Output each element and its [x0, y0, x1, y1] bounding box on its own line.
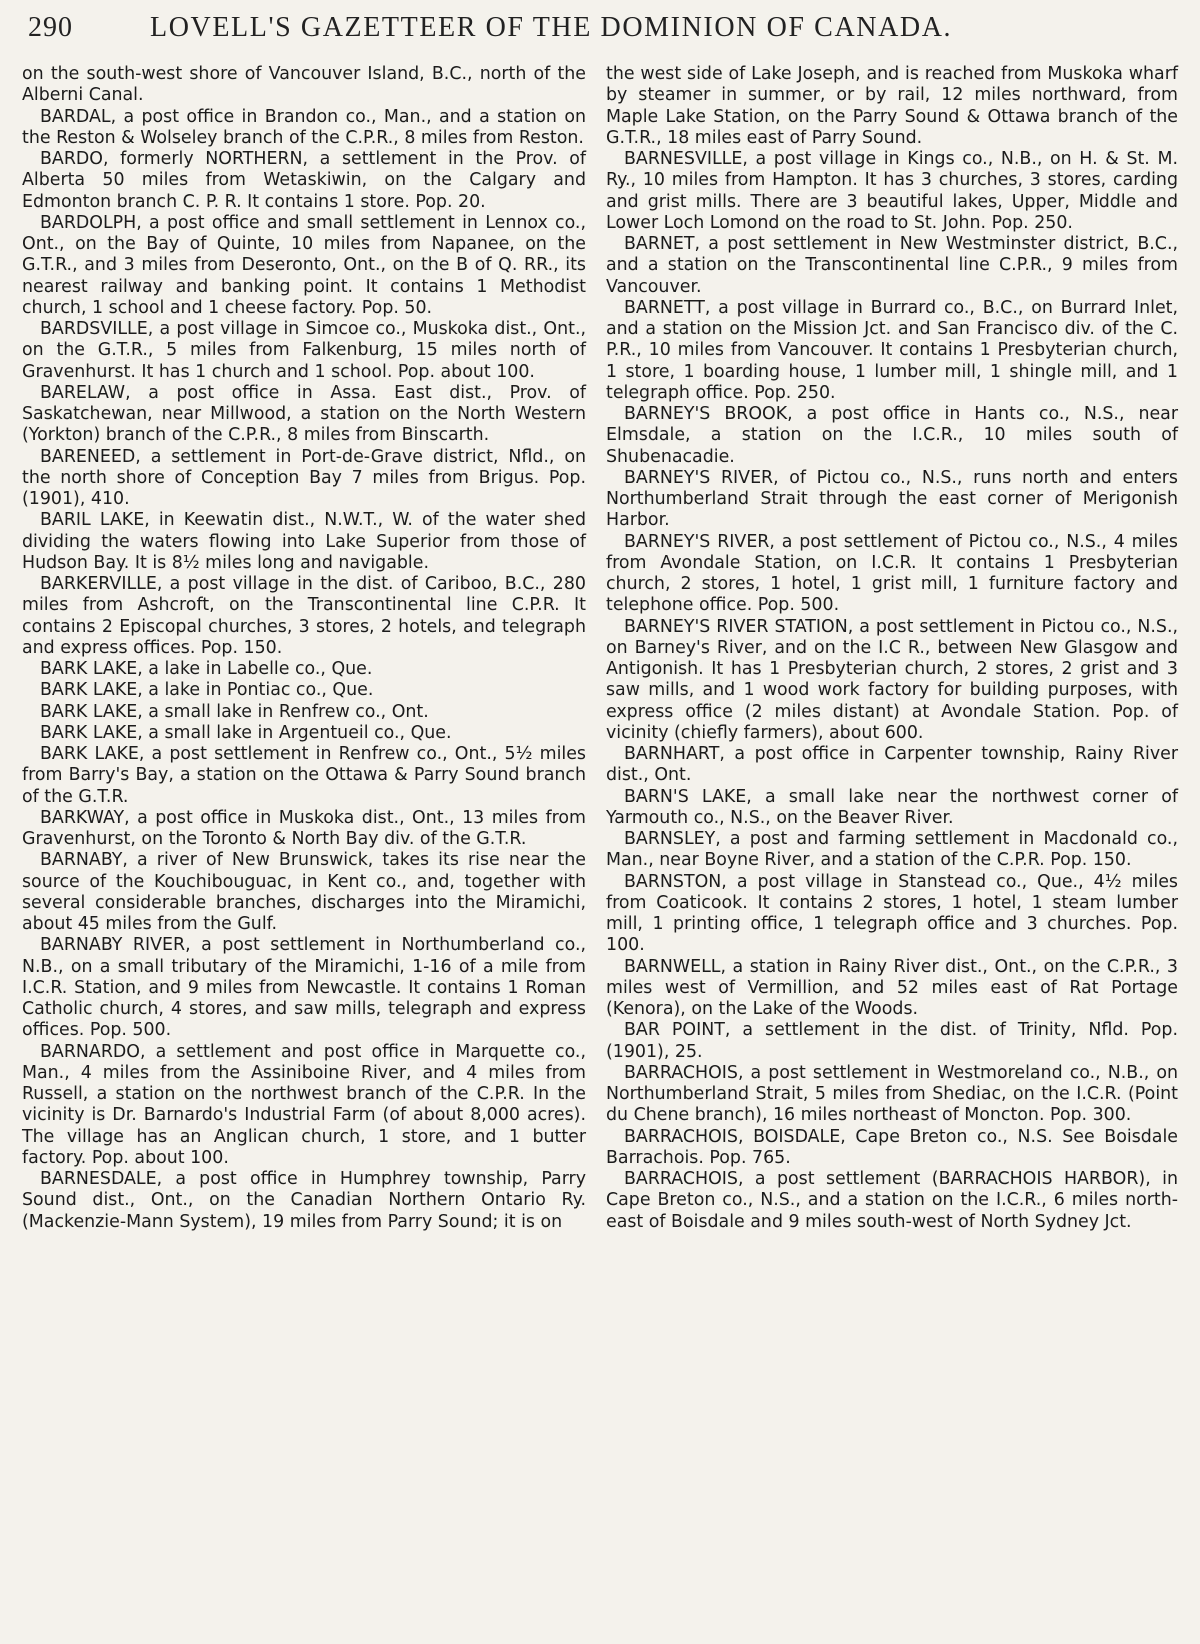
entry: BARDOLPH, a post office and small settlement in Lennox co., Ont., on the Bay of Quinte, 10 miles from Napanee, on the G.T.R., and 3 miles from Deseronto, Ont., on the B of Q. RR., its nearest railway and banking point. It contains 1 Methodist church, 1 school and 1 cheese factory. Pop. 50.	[22, 212, 586, 318]
entry: BARRACHOIS, BOISDALE, Cape Breton co., N.S. See Boisdale Barrachois. Pop. 765.	[606, 1126, 1178, 1168]
running-title: LOVELL'S GAZETTEER OF THE DOMINION OF CANADA.	[150, 12, 953, 43]
entry: BARK LAKE, a lake in Labelle co., Que.	[40, 659, 373, 679]
entry: BARRACHOIS, a post settlement in Westmoreland co., N.B., on Northumberland Strait, 5 miles from Shediac, on the I.C.R. (Point du Chene branch), 16 miles northeast of Moncton. Pop. 300.	[606, 1062, 1178, 1126]
entry: BARIL LAKE, in Keewatin dist., N.W.T., W. of the water shed dividing the waters flowing into Lake Superior from those of Hudson Bay. It is 8½ miles long and navigable.	[22, 510, 586, 573]
left-column	[22, 64, 586, 1233]
entry: the west side of Lake Joseph, and is reached from Muskoka wharf by steamer in summer, or by rail, 12 miles northward, from Maple Lake Station, on the Parry Sound & Ottawa branch of the G.T.R., 18 miles east of Parry Sound.	[606, 64, 1178, 148]
entry: BARK LAKE, a lake in Pontiac co., Que.	[40, 680, 374, 701]
entry: BARK LAKE, a post settlement in Renfrew co., Ont., 5½ miles from Barry's Bay, a station on the Ottawa & Parry Sound branch of the G.T.R.	[22, 744, 586, 807]
entry: BARNESVILLE, a post village in Kings co., N.B., on H. & St. M. Ry., 10 miles from Hampton. It has 3 churches, 3 stores, carding and grist mills. There are 3 beautiful lakes, Upper, Middle and Lower Loch Lomond on the road to St. John. Pop. 250.	[606, 149, 1178, 233]
entry: BARNESDALE, a post office in Humphrey township, Parry Sound dist., Ont., on the Canadian Northern Ontario Ry. (Mackenzie-Mann System), 19 miles from Parry Sound; it is on	[22, 1169, 586, 1232]
entry: BARN'S LAKE, a small lake near the northwest corner of Yarmouth co., N.S., on the Beaver River.	[606, 786, 1178, 828]
entry: BARNEY'S RIVER STATION, a post settlement in Pictou co., N.S., on Barney's River, and on the I.C R., between New Glasgow and Antigonish. It has 1 Presbyterian church, 2 stores, 2 grist and 3 saw mills, and 1 wood work factory for building purposes, with express office (2 miles distant) at Avondale Station. Pop. of vicinity (chiefly farmers), about 600.	[606, 616, 1178, 743]
entry: BARNETT, a post village in Burrard co., B.C., on Burrard Inlet, and a station on the Mission Jct. and San Francisco div. of the C. P.R., 10 miles from Vancouver. It contains 1 Presbyterian church, 1 store, 1 boarding house, 1 lumber mill, 1 shingle mill, and 1 telegraph office. Pop. 250.	[606, 297, 1178, 403]
page-number: 290	[28, 12, 73, 43]
entry: BARELAW, a post office in Assa. East dist., Prov. of Saskatchewan, near Millwood, a station on the North Western (Yorkton) branch of the C.P.R., 8 miles from Binscarth.	[22, 382, 586, 446]
entry: BARDAL, a post office in Brandon co., Man., and a station on the Reston & Wolseley branch of the C.P.R., 8 miles from Reston.	[22, 106, 586, 148]
entry: BARNABY RIVER, a post settlement in Northumberland co., N.B., on a small tributary of the Miramichi, 1-16 of a mile from I.C.R. Station, and 9 miles from Newcastle. It contains 1 Roman Catholic church, 4 stores, and saw mills, telegraph and express offices. Pop. 500.	[22, 935, 586, 1041]
entry: BARDSVILLE, a post village in Simcoe co., Muskoka dist., Ont., on the G.T.R., 5 miles from Falkenburg, 15 miles north of Gravenhurst. It has 1 church and 1 school. Pop. about 100.	[22, 319, 586, 382]
page-header	[28, 8, 1178, 52]
entry: BARNSLEY, a post and farming settlement in Macdonald co., Man., near Boyne River, and a station of the C.P.R. Pop. 150.	[606, 829, 1178, 871]
entry: BARK LAKE, a small lake in Renfrew co., Ont.	[40, 701, 429, 722]
entry: BAR POINT, a settlement in the dist. of Trinity, Nfld. Pop. (1901), 25.	[606, 1020, 1178, 1062]
entry: BARENEED, a settlement in Port-de-Grave district, Nfld., on the north shore of Conception Bay 7 miles from Brigus. Pop. (1901), 410.	[22, 446, 586, 509]
entry: BARNARDO, a settlement and post office in Marquette co., Man., 4 miles from the Assiniboine River, and 4 miles from Russell, a station on the northwest branch of the C.P.R. In the vicinity is Dr. Barnardo's Industrial Farm (of about 8,000 acres). The village has an Anglican church, 1 store, and 1 butter factory. Pop. about 100.	[22, 1041, 586, 1168]
entry: BARNEY'S RIVER, of Pictou co., N.S., runs north and enters Northumberland Strait through the east corner of Merigonish Harbor.	[606, 467, 1178, 531]
entry: BARK LAKE, a small lake in Argentueil co., Que.	[40, 722, 452, 743]
entry: BARNSTON, a post village in Stanstead co., Que., 4½ miles from Coaticook. It contains 2 stores, 1 hotel, 1 steam lumber mill, 1 printing office, 1 telegraph office and 3 churches. Pop. 100.	[606, 871, 1178, 956]
entry: BARDO, formerly NORTHERN, a settlement in the Prov. of Alberta 50 miles from Wetaskiwin, on the Calgary and Edmonton branch C. P. R. It contains 1 store. Pop. 20.	[22, 149, 586, 212]
entry: BARNEY'S RIVER, a post settlement of Pictou co., N.S., 4 miles from Avondale Station, on I.C.R. It contains 1 Presbyterian church, 2 stores, 1 hotel, 1 grist mill, 1 furniture factory and telephone office. Pop. 500.	[606, 531, 1178, 616]
entry: BARKERVILLE, a post village in the dist. of Cariboo, B.C., 280 miles from Ashcroft, on the Transcontinental line C.P.R. It contains 2 Episcopal churches, 3 stores, 2 hotels, and telegraph and express offices. Pop. 150.	[22, 574, 586, 658]
entry: BARRACHOIS, a post settlement (BARRACHOIS HARBOR), in Cape Breton co., N.S., and a station on the I.C.R., 6 miles north-east of Boisdale and 9 miles south-west of North Sydney Jct.	[606, 1169, 1178, 1232]
entry: BARNEY'S BROOK, a post office in Hants co., N.S., near Elmsdale, a station on the I.C.R., 10 miles south of Shubenacadie.	[606, 404, 1178, 467]
entry: BARNHART, a post office in Carpenter township, Rainy River dist., Ont.	[606, 744, 1178, 786]
entry: BARKWAY, a post office in Muskoka dist., Ont., 13 miles from Gravenhurst, on the Toronto & North Bay div. of the G.T.R.	[22, 807, 586, 849]
entry: on the south-west shore of Vancouver Island, B.C., north of the Alberni Canal.	[22, 64, 586, 106]
entry: BARNABY, a river of New Brunswick, takes its rise near the source of the Kouchibouguac, in Kent co., and, together with several considerable branches, discharges into the Miramichi, about 45 miles from the Gulf.	[22, 850, 586, 934]
entry: BARNET, a post settlement in New Westminster district, B.C., and a station on the Transcontinental line C.P.R., 9 miles from Vancouver.	[606, 234, 1178, 297]
right-column	[606, 64, 1178, 1233]
entry: BARNWELL, a station in Rainy River dist., Ont., on the C.P.R., 3 miles west of Vermillion, and 52 miles east of Rat Portage (Kenora), on the Lake of the Woods.	[606, 956, 1178, 1019]
